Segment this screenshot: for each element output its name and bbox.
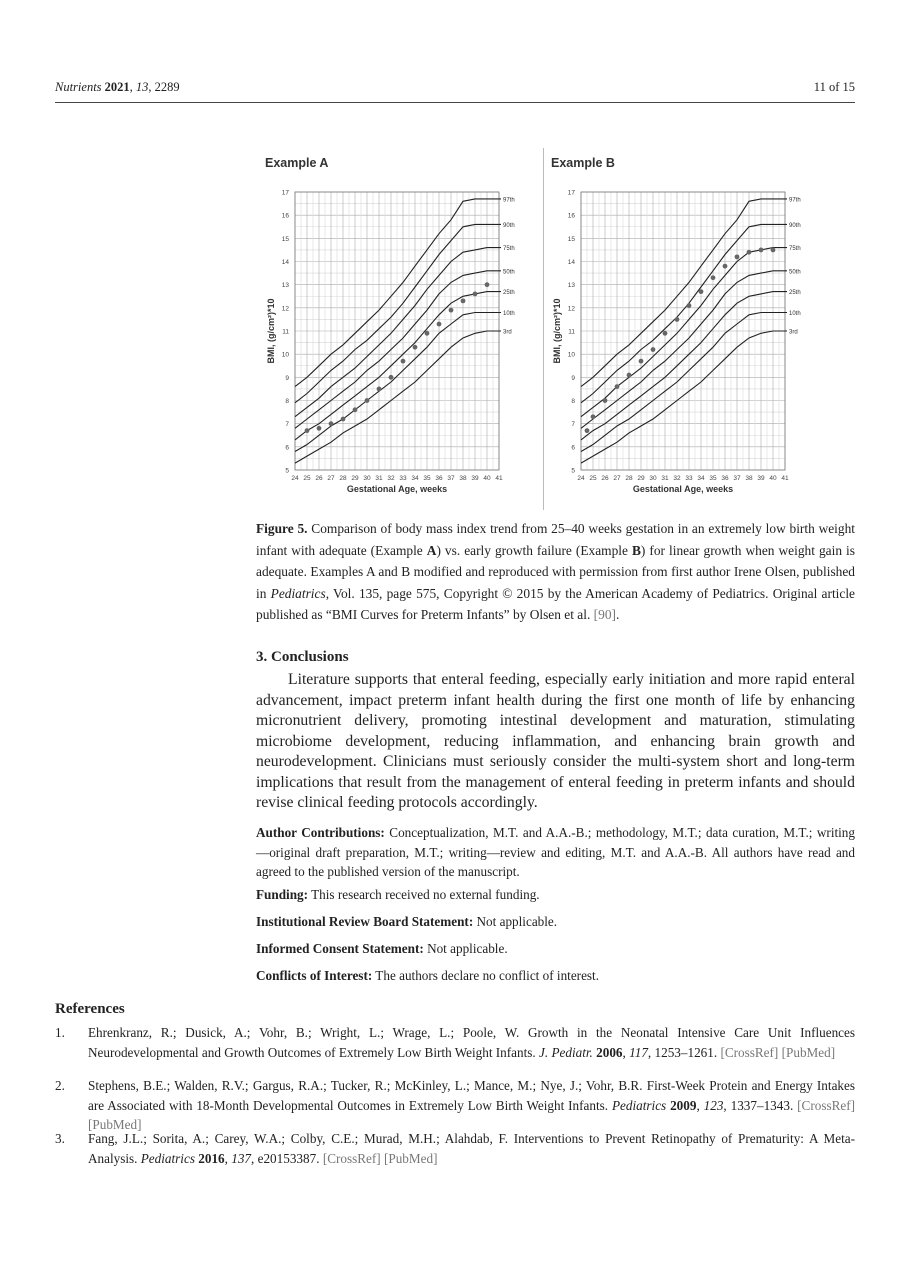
x-tick-label: 35 xyxy=(709,475,717,482)
reference-volume: 137 xyxy=(231,1150,252,1166)
conflicts-of-interest xyxy=(256,966,855,986)
x-tick-label: 32 xyxy=(387,475,395,482)
data-point xyxy=(377,387,382,392)
y-tick-label: 8 xyxy=(285,398,289,405)
x-tick-label: 27 xyxy=(613,475,621,482)
y-tick-label: 17 xyxy=(281,189,289,197)
data-point xyxy=(389,375,394,380)
data-point xyxy=(735,254,740,259)
y-tick-label: 10 xyxy=(281,351,289,359)
conclusions-paragraph: Literature supports that enteral feeding, especially early initiation and more rapid enteral advancement, impact preterm infant health during the first one month of life by enhancing micronutrient delivery, promoting intestinal development and maturation, stimulating microbiome development, reducing inflammation, and enhancing brain growth and neurodevelopment. Clinicians must seriously consider the multi-system short and long-term implications that result from the management of enteral feeding in preterm infants and should revise clinical feeding protocols accordingly. xyxy=(256,671,855,811)
reference-year: 2009 xyxy=(670,1097,697,1113)
figure-divider xyxy=(543,148,544,510)
x-tick-label: 38 xyxy=(745,475,753,482)
percentile-label: 10th xyxy=(789,310,801,317)
x-tick-label: 28 xyxy=(339,475,347,482)
y-tick-label: 14 xyxy=(281,259,289,266)
x-tick-label: 34 xyxy=(697,475,705,482)
caption-text-3: ) for linear growth when weight gain is adequate. Examples A and B modified and reproduced with permission from first author Irene Olsen, published in xyxy=(256,542,855,601)
percentile-label: 25th xyxy=(789,290,801,297)
reference-authors-title: Stephens, B.E.; Walden, R.V.; Gargus, R.A.; Tucker, R.; McKinley, L.; Mance, M.; Nye, J.; Vohr, B.R. First-Week Protein and Energy Intakes are Associated with 18-Month Developmental Outcomes in Extremely Low Birth Weight Infants. xyxy=(88,1078,855,1113)
reference-year: 2006 xyxy=(596,1044,623,1060)
author-contributions-text: Conceptualization, M.T. and A.A.-B.; methodology, M.T.; data curation, M.T.; writing—original draft preparation, M.T.; writing—review and editing, M.T. and A.A.-B. All authors have read and agreed to the published version of the manuscript. xyxy=(256,825,855,879)
y-axis-label: BMI, (g/cm²)*10 xyxy=(266,298,276,364)
references-title: References xyxy=(55,1001,125,1017)
y-tick-label: 6 xyxy=(285,444,289,452)
x-tick-label: 26 xyxy=(601,475,609,482)
x-tick-label: 33 xyxy=(399,475,407,482)
x-tick-label: 40 xyxy=(483,475,491,482)
pubmed-link[interactable]: [PubMed] xyxy=(781,1044,836,1060)
reference-text: Stephens, B.E.; Walden, R.V.; Gargus, R.A.; Tucker, R.; McKinley, L.; Mance, M.; Nye, J.; Vohr, B.R. First-Week Protein and Energy Intakes are Associated with 18-Month Developmental Outcomes in Extremely Low Birth Weight Infants. Pediatrics 2009, 123, 1337–1343. [CrossRef] [PubMed] xyxy=(88,1078,856,1132)
reference-journal: J. Pediatr. xyxy=(539,1044,593,1060)
crossref-link[interactable]: [CrossRef] xyxy=(322,1150,381,1166)
figure-caption xyxy=(256,518,855,626)
chart-panel-b xyxy=(551,156,801,494)
y-tick-label: 16 xyxy=(567,212,575,220)
data-point xyxy=(711,275,716,280)
x-tick-label: 36 xyxy=(435,475,443,482)
data-point xyxy=(449,308,454,313)
y-tick-label: 11 xyxy=(568,328,575,336)
figure-5-svg xyxy=(258,148,808,510)
x-tick-label: 41 xyxy=(495,475,503,482)
crossref-link[interactable]: [CrossRef] xyxy=(720,1044,779,1060)
caption-end: . xyxy=(615,607,620,622)
percentile-label: 50th xyxy=(503,269,515,276)
data-point xyxy=(437,322,442,327)
reference-number: 1. xyxy=(55,1025,65,1040)
article-number: 2289 xyxy=(154,80,180,94)
data-point xyxy=(425,331,430,336)
data-point xyxy=(699,289,704,294)
reference-pages: , 1253–1261. xyxy=(647,1044,721,1060)
y-tick-label: 17 xyxy=(567,189,575,197)
x-tick-label: 35 xyxy=(423,475,431,482)
y-tick-label: 15 xyxy=(567,235,575,243)
x-tick-label: 30 xyxy=(649,475,657,482)
data-point xyxy=(485,282,490,287)
reference-number: 3. xyxy=(55,1131,65,1146)
data-point xyxy=(627,373,632,378)
y-axis-label: BMI, (g/cm²)*10 xyxy=(552,298,562,364)
data-point xyxy=(591,414,596,419)
x-tick-label: 24 xyxy=(291,475,299,482)
x-tick-label: 30 xyxy=(363,475,371,482)
percentile-label: 97th xyxy=(503,197,515,204)
section-title-conclusions: 3. Conclusions xyxy=(256,649,349,665)
x-tick-label: 32 xyxy=(673,475,681,482)
irb-text: Not applicable. xyxy=(473,914,558,929)
x-tick-label: 33 xyxy=(685,475,693,482)
irb-statement xyxy=(256,912,855,932)
y-tick-label: 9 xyxy=(285,374,289,382)
data-point xyxy=(585,428,590,433)
x-tick-label: 25 xyxy=(589,475,597,482)
author-contributions-label: Author Contributions: xyxy=(256,825,385,840)
funding xyxy=(256,885,855,905)
x-tick-label: 25 xyxy=(303,475,311,482)
journal-volume: 13 xyxy=(135,80,149,94)
caption-ref-link[interactable]: [90] xyxy=(593,607,616,622)
y-tick-label: 11 xyxy=(282,328,289,336)
data-point xyxy=(771,248,776,253)
data-point xyxy=(341,417,346,422)
x-tick-label: 28 xyxy=(625,475,633,482)
pubmed-link[interactable]: [PubMed] xyxy=(383,1150,438,1166)
percentile-label: 25th xyxy=(503,290,515,297)
x-tick-label: 38 xyxy=(459,475,467,482)
consent-label: Informed Consent Statement: xyxy=(256,941,424,956)
x-tick-label: 40 xyxy=(769,475,777,482)
data-point xyxy=(413,345,418,350)
percentile-curve-3rd xyxy=(295,331,501,463)
y-tick-label: 13 xyxy=(281,282,289,290)
chart-title: Example B xyxy=(551,156,615,170)
chart-title: Example A xyxy=(265,156,329,170)
x-tick-label: 29 xyxy=(637,475,645,482)
data-point xyxy=(687,303,692,308)
y-tick-label: 9 xyxy=(571,374,575,382)
caption-text-4: , Vol. 135, page 575, Copyright © 2015 by the American Academy of Pediatrics. Original article published as “BMI Curves for Preterm Infants” by Olsen et al. xyxy=(256,585,855,622)
y-tick-label: 5 xyxy=(285,467,289,475)
percentile-label: 75th xyxy=(503,246,515,253)
journal-citation: Nutrients 2021, 13, 2289 xyxy=(55,80,180,94)
caption-label: Figure 5. xyxy=(256,521,308,536)
data-point xyxy=(305,428,310,433)
reference-authors-title: Ehrenkranz, R.; Dusick, A.; Vohr, B.; Wright, L.; Wrage, L.; Poole, W. Growth in the Neonatal Intensive Care Unit Influences Neurodevelopmental and Growth Outcomes of Extremely Low Birth Weight Infants. xyxy=(88,1025,855,1060)
y-tick-label: 14 xyxy=(567,259,575,266)
consent-text: Not applicable. xyxy=(423,941,508,956)
x-tick-label: 27 xyxy=(327,475,335,482)
y-tick-label: 15 xyxy=(281,235,289,243)
x-tick-label: 36 xyxy=(721,475,729,482)
percentile-label: 90th xyxy=(789,222,801,229)
percentile-label: 97th xyxy=(789,197,801,204)
data-point xyxy=(603,398,608,403)
reference-volume: 117 xyxy=(629,1044,648,1060)
data-point xyxy=(473,292,478,297)
x-tick-label: 31 xyxy=(661,475,669,482)
journal-year: 2021 xyxy=(104,80,130,94)
x-tick-label: 39 xyxy=(471,475,479,482)
percentile-label: 75th xyxy=(789,246,801,253)
crossref-link[interactable]: [CrossRef] xyxy=(797,1097,856,1113)
reference-text: Ehrenkranz, R.; Dusick, A.; Vohr, B.; Wright, L.; Wrage, L.; Poole, W. Growth in the Neonatal Intensive Care Unit Influences Neurodevelopmental and Growth Outcomes of Extremely Low Birth Weight Infants. J. Pediatr. 2006, 117, 1253–1261. [CrossRef] [PubMed] xyxy=(88,1025,855,1060)
data-point xyxy=(663,331,668,336)
y-tick-label: 12 xyxy=(281,305,289,313)
data-point xyxy=(615,384,620,389)
author-contributions xyxy=(256,823,855,882)
y-tick-label: 13 xyxy=(567,282,575,290)
y-tick-label: 16 xyxy=(281,212,289,220)
data-point xyxy=(639,359,644,364)
coi-label: Conflicts of Interest: xyxy=(256,968,373,983)
percentile-curve-3rd xyxy=(581,331,787,463)
pubmed-link[interactable]: [PubMed] xyxy=(88,1117,142,1132)
x-tick-label: 29 xyxy=(351,475,359,482)
y-tick-label: 6 xyxy=(571,444,575,452)
y-tick-label: 12 xyxy=(567,305,575,313)
page-number: 11 of 15 xyxy=(813,80,855,94)
percentile-label: 50th xyxy=(789,269,801,276)
caption-text-2: ) vs. early growth failure (Example xyxy=(436,542,632,558)
x-tick-label: 34 xyxy=(411,475,419,482)
reference-pages: , 1337–1343. xyxy=(723,1097,798,1113)
chart-panel-a xyxy=(265,156,515,494)
data-point xyxy=(759,248,764,253)
reference-text: Fang, J.L.; Sorita, A.; Carey, W.A.; Colby, C.E.; Murad, M.H.; Alahdab, F. Interventions to Prevent Retinopathy of Prematurity: A Meta-Analysis. Pediatrics 2016, 137, e20153387. [CrossRef] [PubMed] xyxy=(88,1131,855,1166)
reference-number: 2. xyxy=(55,1078,65,1093)
percentile-label: 3rd xyxy=(789,329,798,336)
x-tick-label: 24 xyxy=(577,475,585,482)
funding-text: This research received no external funding. xyxy=(308,887,540,902)
data-point xyxy=(401,359,406,364)
irb-label: Institutional Review Board Statement: xyxy=(256,914,474,929)
funding-label: Funding: xyxy=(256,887,309,902)
data-point xyxy=(747,250,752,255)
consent-statement xyxy=(256,939,855,959)
y-tick-label: 7 xyxy=(285,421,289,429)
x-axis-label: Gestational Age, weeks xyxy=(346,484,448,494)
percentile-curve-10th xyxy=(581,313,787,452)
reference-journal: Pediatrics xyxy=(611,1097,667,1113)
x-tick-label: 26 xyxy=(315,475,323,482)
data-point xyxy=(675,317,680,322)
reference-volume: 123 xyxy=(703,1097,724,1113)
caption-text-1: Comparison of body mass index trend from 25–40 weeks gestation in an extremely low birth weight infant with adequate (Example xyxy=(256,521,856,558)
x-tick-label: 39 xyxy=(757,475,765,482)
percentile-curve-10th xyxy=(295,313,501,452)
data-point xyxy=(365,398,370,403)
data-point xyxy=(353,407,358,412)
data-point xyxy=(651,347,656,352)
figure-5 xyxy=(258,148,808,510)
reference-authors-title: Fang, J.L.; Sorita, A.; Carey, W.A.; Colby, C.E.; Murad, M.H.; Alahdab, F. Interventions to Prevent Retinopathy of Prematurity: A Meta-Analysis. xyxy=(88,1131,855,1166)
reference-journal: Pediatrics xyxy=(140,1150,195,1166)
x-axis-label: Gestational Age, weeks xyxy=(632,484,734,494)
x-tick-label: 41 xyxy=(781,475,789,482)
data-point xyxy=(723,264,728,269)
caption-journal: Pediatrics xyxy=(270,585,326,601)
journal-name: Nutrients xyxy=(55,80,102,94)
x-tick-label: 31 xyxy=(375,475,383,482)
data-point xyxy=(329,421,334,426)
reference-year: 2016 xyxy=(198,1150,225,1166)
header-rule xyxy=(55,102,855,103)
caption-a: A xyxy=(426,542,437,558)
x-tick-label: 37 xyxy=(447,475,455,482)
coi-text: The authors declare no conflict of interest. xyxy=(372,968,600,983)
x-tick-label: 37 xyxy=(733,475,741,482)
data-point xyxy=(317,426,322,431)
caption-b: B xyxy=(631,542,641,558)
data-point xyxy=(461,298,466,303)
y-tick-label: 10 xyxy=(567,351,575,359)
reference-pages: , e20153387. xyxy=(251,1150,323,1166)
percentile-label: 3rd xyxy=(503,329,512,336)
y-tick-label: 5 xyxy=(571,467,575,475)
percentile-label: 90th xyxy=(503,222,515,229)
y-tick-label: 8 xyxy=(571,398,575,405)
y-tick-label: 7 xyxy=(571,421,575,429)
percentile-label: 10th xyxy=(503,310,515,317)
